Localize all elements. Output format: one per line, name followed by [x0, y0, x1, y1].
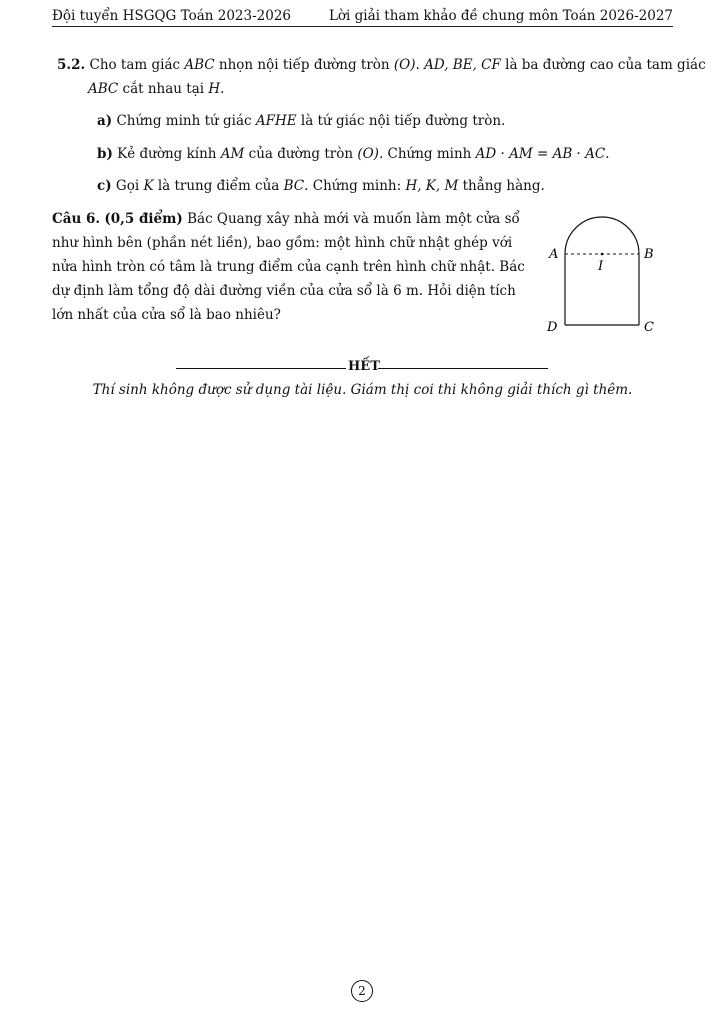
page-number: 2 — [351, 980, 373, 1002]
part-c-text: Gọi — [115, 178, 144, 194]
q6-line4 — [52, 279, 516, 303]
center-i-point — [601, 253, 604, 256]
header-left: Đội tuyển HSGQG Toán 2023-2026 — [52, 8, 292, 24]
q6-points: (0,5 điểm) — [104, 211, 183, 227]
part-b-text: Kẻ đường kính — [117, 146, 221, 162]
math-bc: BC — [283, 178, 305, 194]
q52-number: 5.2. — [57, 57, 86, 73]
q6-length-unit: m — [401, 283, 419, 299]
math-altitudes: AD, BE, CF — [424, 57, 501, 73]
question-6 — [52, 207, 525, 327]
window-figure — [540, 208, 665, 338]
end-rule-left — [176, 368, 346, 369]
math-am: AM — [220, 146, 245, 162]
label-i: I — [598, 259, 604, 274]
part-b-text: . Chứng minh — [378, 146, 476, 162]
label-d: D — [547, 320, 558, 335]
q6-length-value: 6 — [393, 283, 402, 299]
q52-text: . — [220, 81, 225, 97]
math-abc: ABC — [184, 57, 215, 73]
q52-part-c — [97, 175, 545, 197]
q52-text: là ba đường cao của tam giác — [500, 57, 706, 73]
q52-text: cắt nhau tại — [118, 81, 209, 97]
q6-text: Bác Quang xây nhà mới và muốn làm một cửa sổ — [182, 211, 520, 227]
math-o: (O) — [393, 57, 416, 73]
q6-text: . Hỏi diện tích — [418, 283, 516, 299]
label-c: C — [644, 320, 654, 335]
math-k: K — [143, 178, 154, 194]
math-o: (O) — [357, 146, 379, 162]
q52-text: nhọn nội tiếp đường tròn — [214, 57, 394, 73]
part-b-text: . — [605, 146, 610, 162]
math-afhe: AFHE — [255, 113, 297, 129]
end-rule-right — [378, 368, 548, 369]
part-a-text: Chứng minh tứ giác — [116, 113, 256, 129]
semicircle-arc — [565, 217, 639, 254]
q52-line2 — [88, 78, 224, 100]
q6-line1 — [52, 207, 520, 231]
exam-note: Thí sinh không được sử dụng tài liệu. Giám thị coi thi không giải thích gì thêm. — [92, 382, 633, 398]
q6-line3: nửa hình tròn có tâm là trung điểm của cạnh trên hình chữ nhật. Bác — [52, 259, 525, 275]
q6-title: Câu 6. — [52, 211, 101, 227]
math-hkm: H, K, M — [405, 178, 459, 194]
math-abc: ABC — [88, 81, 119, 97]
part-a-text: là tứ giác nội tiếp đường tròn. — [296, 113, 506, 129]
part-c-text: thẳng hàng. — [458, 178, 545, 194]
end-het: HẾT — [348, 359, 380, 374]
q52-part-a — [97, 110, 505, 132]
q6-line2: như hình bên (phần nét liền), bao gồm: một hình chữ nhật ghép với — [52, 235, 513, 251]
q52-text: Cho tam giác — [89, 57, 185, 73]
q6-line5: lớn nhất của cửa sổ là bao nhiêu? — [52, 307, 281, 323]
q52-line1 — [57, 54, 706, 76]
part-b-label: b) — [97, 146, 113, 162]
math-h: H — [208, 81, 221, 97]
part-c-label: c) — [97, 178, 112, 194]
part-c-text: . Chứng minh: — [304, 178, 406, 194]
label-a: A — [549, 247, 559, 262]
header-rule — [52, 26, 673, 27]
part-b-text: của đường tròn — [244, 146, 358, 162]
q52-part-b — [97, 143, 610, 165]
q52-text: . — [415, 57, 425, 73]
part-a-label: a) — [97, 113, 113, 129]
q6-text: dự định làm tổng độ dài đường viền của cửa sổ là — [52, 283, 394, 299]
math-equation: AD · AM = AB · AC — [475, 146, 606, 162]
label-b: B — [644, 247, 654, 262]
header-right: Lời giải tham khảo đề chung môn Toán 2026-2027 — [328, 8, 673, 24]
part-c-text: là trung điểm của — [153, 178, 284, 194]
